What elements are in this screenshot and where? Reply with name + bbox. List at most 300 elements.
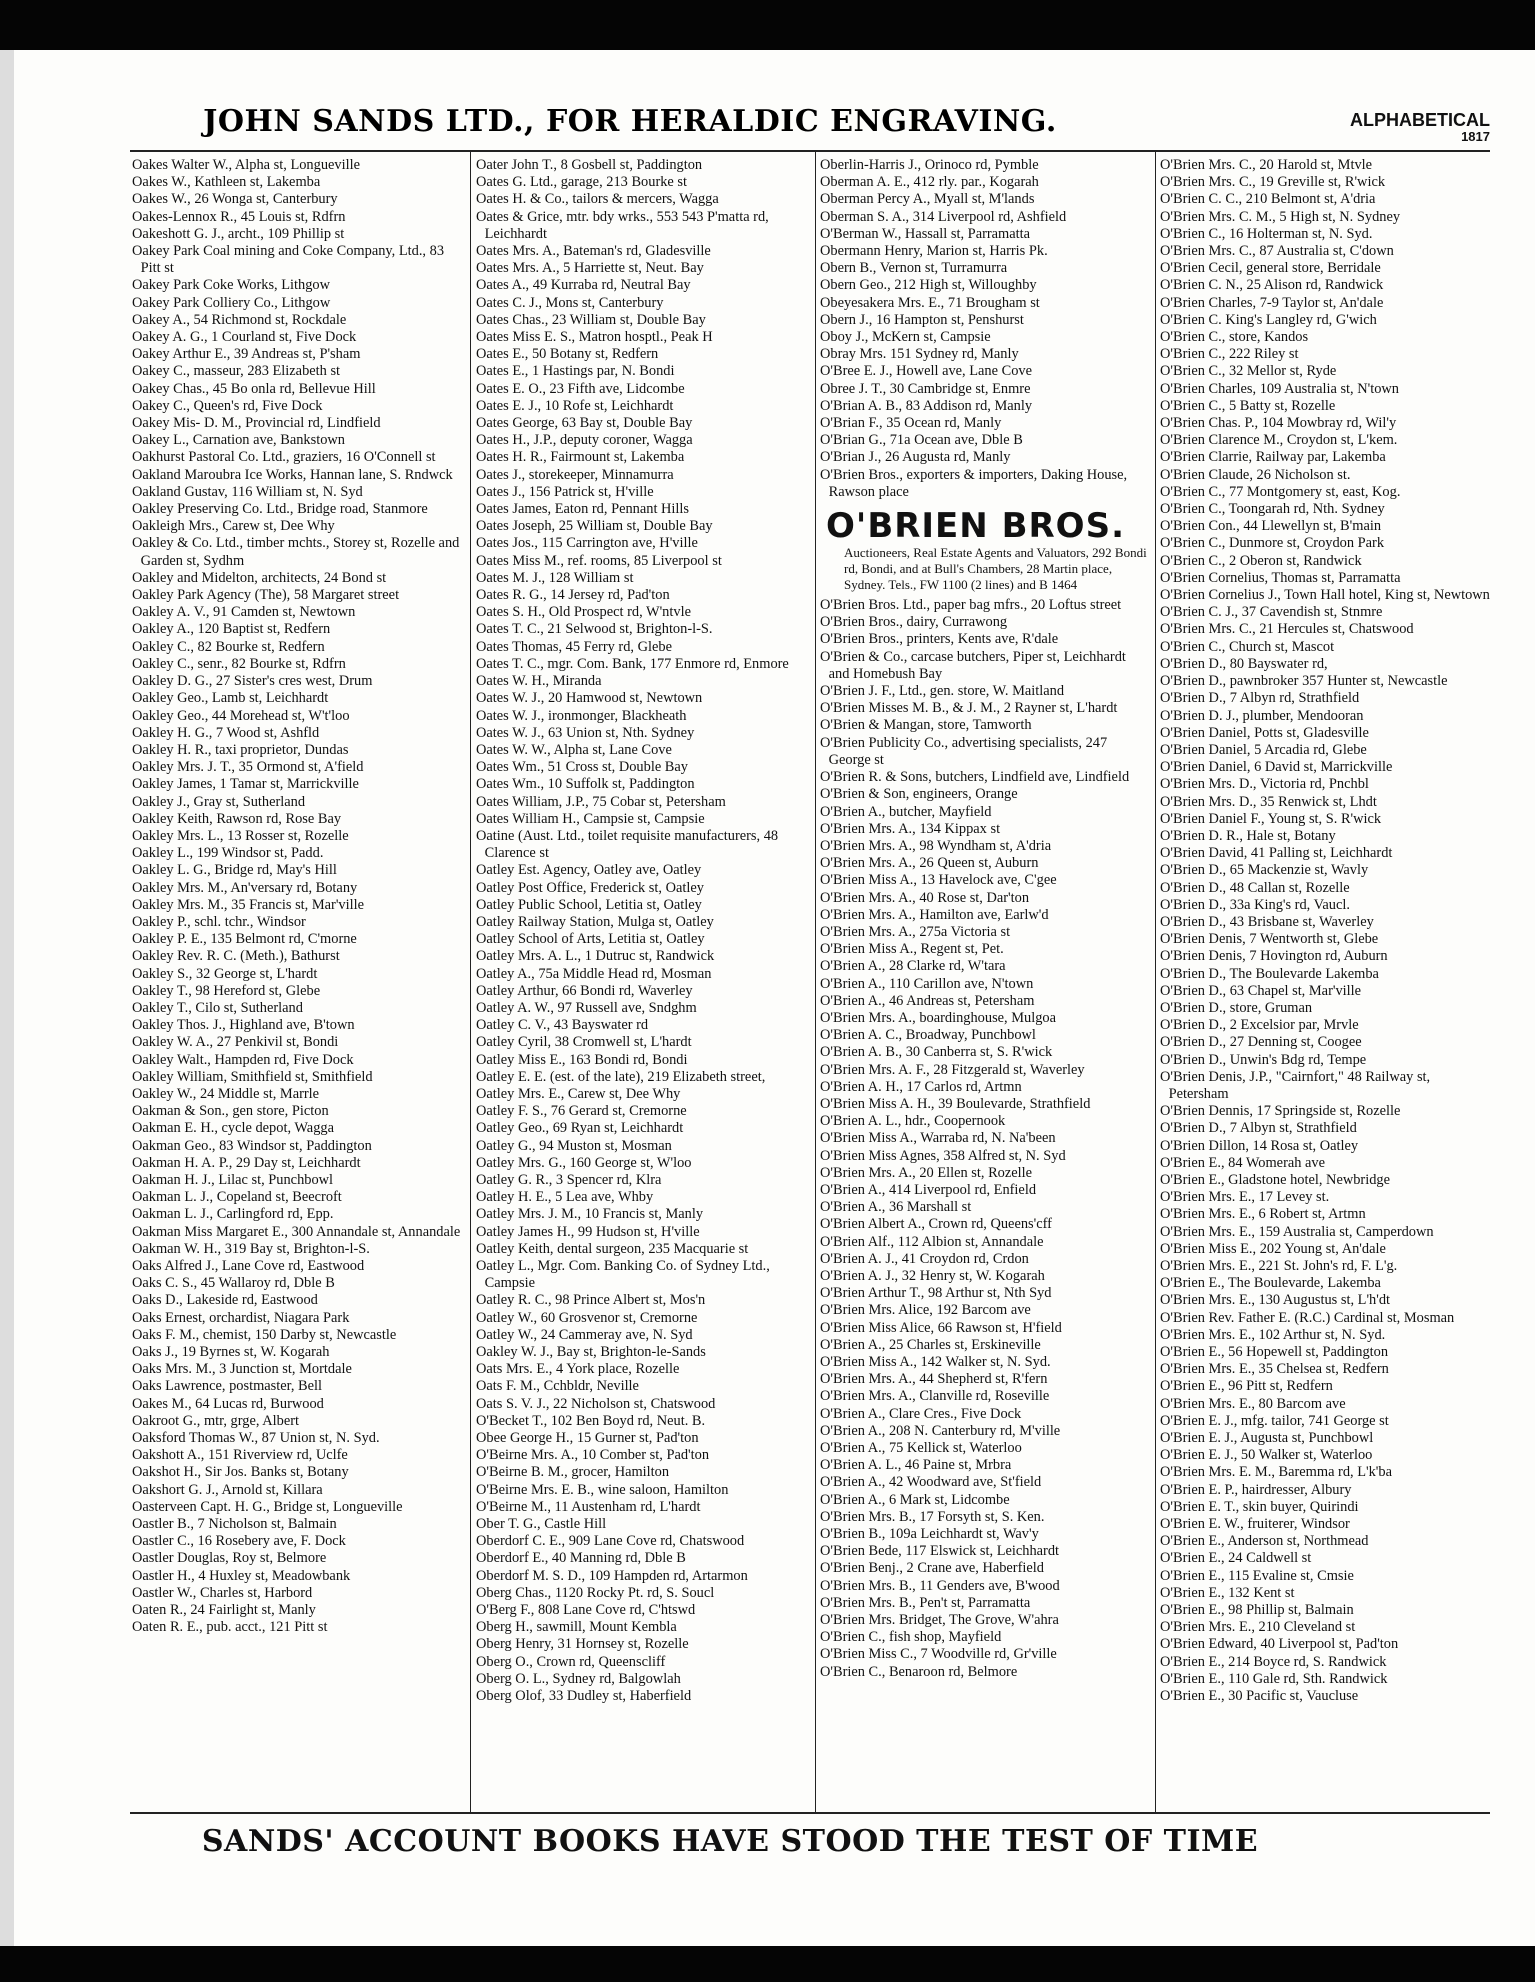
directory-entry: O'Brien Miss A., Warraba rd, N. Na'been [820, 1130, 1056, 1147]
directory-entry: Oatley Mrs. J. M., 10 Francis st, Manly [476, 1206, 704, 1223]
directory-entry: O'Brien C. King's Langley rd, G'wich [1160, 311, 1377, 328]
directory-entry: O'Brien Mrs. E., 80 Barcom ave [1160, 1395, 1346, 1412]
directory-entry: O'Brien Bros., exporters & importers, Daking House, Rawson place [820, 466, 1128, 500]
directory-entry: Oats Mrs. E., 4 York place, Rozelle [476, 1361, 680, 1378]
directory-entry: O'Brien C., 222 Riley st [1160, 346, 1299, 363]
directory-entry: Obray Mrs. 151 Sydney rd, Manly [820, 346, 1019, 363]
directory-entry: O'Brien C., fish shop, Mayfield [820, 1629, 1002, 1646]
directory-entry: O'Brien Mrs. E., 35 Chelsea st, Redfern [1160, 1361, 1389, 1378]
directory-entry: O'Brien Mrs. A., 275a Victoria st [820, 923, 1011, 940]
directory-entry: Oakley H. G., 7 Wood st, Ashfld [132, 724, 320, 741]
directory-entry: Oakley Mrs. J. T., 35 Ormond st, A'field [132, 759, 364, 776]
directory-entry: O'Brien Arthur T., 98 Arthur st, Nth Syd [820, 1285, 1052, 1302]
directory-entry: O'Brien Mrs. C. M., 5 High st, N. Sydney [1160, 208, 1401, 225]
directory-entry: Oates H. R., Fairmount st, Lakemba [476, 449, 685, 466]
directory-entry: O'Brien Dillon, 14 Rosa st, Oatley [1160, 1137, 1359, 1154]
directory-entry: Oatley W., 60 Grosvenor st, Cremorne [476, 1309, 698, 1326]
directory-entry: O'Brien Daniel, Potts st, Gladesville [1160, 724, 1369, 741]
page-header-title: JOHN SANDS LTD., FOR HERALDIC ENGRAVING. [203, 104, 1057, 139]
directory-entry: O'Brien E., 24 Caldwell st [1160, 1550, 1312, 1567]
directory-entry: Oates M. J., 128 William st [476, 569, 634, 586]
directory-entry: Oakley Rev. R. C. (Meth.), Bathurst [132, 948, 340, 965]
directory-entry: Oberg Olof, 33 Dudley st, Haberfield [476, 1688, 692, 1705]
directory-entry: O'Brien C. C., 210 Belmont st, A'dria [1160, 191, 1376, 208]
directory-entry: Oakes-Lennox R., 45 Louis st, Rdfrn [132, 208, 346, 225]
directory-entry: Oastler C., 16 Rosebery ave, F. Dock [132, 1533, 346, 1550]
directory-column-1 [132, 157, 464, 1636]
directory-entry: O'Brien A., 28 Clarke rd, W'tara [820, 958, 1006, 975]
directory-entry: O'Brien Mrs. A., 98 Wyndham st, A'dria [820, 837, 1052, 854]
directory-entry: O'Brian J., 26 Augusta rd, Manly [820, 449, 1011, 466]
directory-entry: O'Brien C., 32 Mellor st, Ryde [1160, 363, 1337, 380]
directory-entry: Oberdorf E., 40 Manning rd, Dble B [476, 1550, 686, 1567]
directory-entry: O'Brien Miss A., Regent st, Pet. [820, 941, 1004, 958]
directory-entry: Oates W. J., 63 Union st, Nth. Sydney [476, 724, 695, 741]
directory-entry: O'Brien D., 43 Brisbane st, Waverley [1160, 913, 1374, 930]
directory-entry: Oatley G. R., 3 Spencer rd, Klra [476, 1171, 662, 1188]
directory-entry: Oaks Lawrence, postmaster, Bell [132, 1378, 323, 1395]
directory-entry: Oakley James, 1 Tamar st, Marrickville [132, 776, 359, 793]
directory-entry: O'Brien E., 96 Pitt st, Redfern [1160, 1378, 1333, 1395]
directory-entry: Oates R. G., 14 Jersey rd, Pad'ton [476, 587, 670, 604]
directory-entry: Oates J., 156 Patrick st, H'ville [476, 483, 654, 500]
directory-entry: O'Brien Mrs. A., Hamilton ave, Earlw'd [820, 906, 1049, 923]
directory-entry: O'Brien Mrs. A., 26 Queen st, Auburn [820, 855, 1039, 872]
directory-entry: O'Brien E., 98 Phillip st, Balmain [1160, 1602, 1354, 1619]
directory-entry: Oates Mrs. A., 5 Harriette st, Neut. Bay [476, 260, 704, 277]
directory-entry: Oakman H. A. P., 29 Day st, Leichhardt [132, 1154, 361, 1171]
directory-entry: O'Brien Mrs. C., 87 Australia st, C'down [1160, 243, 1394, 260]
directory-entry: Oberg O. L., Sydney rd, Balgowlah [476, 1670, 681, 1687]
directory-entry: O'Brien C., store, Kandos [1160, 329, 1309, 346]
directory-entry: Oatley Geo., 69 Ryan st, Leichhardt [476, 1120, 684, 1137]
directory-entry: O'Brien Mrs. Alice, 192 Barcom ave [820, 1302, 1031, 1319]
directory-entry: O'Brien D., 33a King's rd, Vaucl. [1160, 896, 1350, 913]
directory-entry: Oates E. J., 10 Rofe st, Leichhardt [476, 397, 674, 414]
directory-entry: O'Brien Mrs. A. F., 28 Fitzgerald st, Waverley [820, 1061, 1085, 1078]
directory-entry: Oberman A. E., 412 rly. par., Kogarah [820, 174, 1039, 191]
directory-entry: Oakey A. G., 1 Courland st, Five Dock [132, 329, 357, 346]
directory-entry: O'Brien E., Gladstone hotel, Newbridge [1160, 1171, 1390, 1188]
directory-entry: O'Brien Bede, 117 Elswick st, Leichhardt [820, 1543, 1060, 1560]
column-divider-1 [470, 152, 471, 1812]
directory-entry: Oakley W. J., Bay st, Brighton-le-Sands [476, 1344, 706, 1361]
directory-entry: O'Brien Miss C., 7 Woodville rd, Gr'ville [820, 1646, 1057, 1663]
directory-entry: Oakshort G. J., Arnold st, Killara [132, 1481, 323, 1498]
directory-entry: Oakman Geo., 83 Windsor st, Paddington [132, 1137, 372, 1154]
directory-entry: Oaks Mrs. M., 3 Junction st, Mortdale [132, 1361, 352, 1378]
directory-entry: O'Brien A., butcher, Mayfield [820, 803, 992, 820]
directory-entry: O'Brien Mrs. B., 17 Forsyth st, S. Ken. [820, 1508, 1045, 1525]
directory-entry: O'Brien Miss A. H., 39 Boulevarde, Strathfield [820, 1095, 1091, 1112]
directory-entry: O'Brien Mrs. C., 19 Greville st, R'wick [1160, 174, 1386, 191]
directory-entry: O'Brien Chas. P., 104 Mowbray rd, Wil'y [1160, 415, 1397, 432]
directory-entry: Oatley Arthur, 66 Bondi rd, Waverley [476, 982, 693, 999]
directory-entry: Oakley William, Smithfield st, Smithfield [132, 1068, 373, 1085]
directory-entry: O'Brien E. J., 50 Walker st, Waterloo [1160, 1447, 1373, 1464]
directory-entry: Oakes W., 26 Wonga st, Canterbury [132, 191, 338, 208]
directory-entry: O'Brien A. B., 30 Canberra st, S. R'wick [820, 1044, 1053, 1061]
directory-entry: O'Brien Mrs. E., 130 Augustus st, L'h'dt [1160, 1292, 1391, 1309]
directory-entry: Oats F. M., Cchbldr, Neville [476, 1378, 639, 1395]
directory-entry: Oakman W. H., 319 Bay st, Brighton-l-S. [132, 1240, 370, 1257]
directory-entry: O'Brien E., 30 Pacific st, Vaucluse [1160, 1688, 1359, 1705]
directory-entry: O'Brien B., 109a Leichhardt st, Wav'y [820, 1526, 1039, 1543]
directory-entry: Oakley Park Agency (The), 58 Margaret street [132, 587, 400, 604]
directory-entry: Oatley Railway Station, Mulga st, Oatley [476, 913, 714, 930]
directory-entry: Oates W. H., Miranda [476, 673, 602, 690]
directory-entry: Oakley C., 82 Bourke st, Redfern [132, 638, 325, 655]
directory-entry: O'Brien A. J., 41 Croydon rd, Crdon [820, 1250, 1029, 1267]
directory-entry: O'Brien Bros., printers, Kents ave, R'dale [820, 631, 1059, 648]
directory-entry: O'Brien Miss Alice, 66 Rawson st, H'field [820, 1319, 1062, 1336]
obrien-bros-advertisement [826, 507, 1150, 593]
directory-entry: O'Brien Mrs. A., 134 Kippax st [820, 820, 1001, 837]
directory-entry: O'Becket T., 102 Ben Boyd rd, Neut. B. [476, 1412, 706, 1429]
directory-entry: Oates Jos., 115 Carrington ave, H'ville [476, 535, 698, 552]
directory-entry: O'Brien A. J., 32 Henry st, W. Kogarah [820, 1267, 1045, 1284]
directory-entry: O'Brian F., 35 Ocean rd, Manly [820, 415, 1002, 432]
directory-entry: Oaks F. M., chemist, 150 Darby st, Newcastle [132, 1326, 397, 1343]
directory-entry: Oastler B., 7 Nicholson st, Balmain [132, 1516, 337, 1533]
directory-entry: O'Brien A. L., 46 Paine st, Mrbra [820, 1457, 1012, 1474]
directory-entry: O'Brien Charles, 7-9 Taylor st, An'dale [1160, 294, 1384, 311]
directory-entry: Oakley Mrs. M., An'versary rd, Botany [132, 879, 358, 896]
directory-entry: O'Brien Con., 44 Llewellyn st, B'main [1160, 518, 1382, 535]
directory-entry: O'Brien D., 63 Chapel st, Mar'ville [1160, 982, 1362, 999]
directory-entry: O'Brien C., Church st, Mascot [1160, 638, 1335, 655]
directory-entry: O'Brien D. J., plumber, Mendooran [1160, 707, 1364, 724]
directory-entry: Oakroot G., mtr, grge, Albert [132, 1412, 300, 1429]
directory-entry: Oastler H., 4 Huxley st, Meadowbank [132, 1567, 351, 1584]
directory-entry: O'Brien Albert A., Crown rd, Queens'cff [820, 1216, 1052, 1233]
directory-entry: Ober T. G., Castle Hill [476, 1516, 607, 1533]
scan-top-border [0, 0, 1535, 50]
directory-entry: Oatley E. E. (est. of the late), 219 Elizabeth street, [476, 1068, 766, 1085]
directory-entry: O'Brien Miss A., 13 Havelock ave, C'gee [820, 872, 1057, 889]
directory-entry: Oakhurst Pastoral Co. Ltd., graziers, 16 O'Connell st [132, 449, 436, 466]
directory-entry: O'Brien D., 65 Mackenzie st, Wavly [1160, 862, 1369, 879]
directory-entry: O'Brien E., 110 Gale rd, Sth. Randwick [1160, 1670, 1388, 1687]
directory-entry: O'Brien D., 2 Excelsior par, Mrvle [1160, 1017, 1359, 1034]
directory-entry: O'Brien D., pawnbroker 357 Hunter st, Newcastle [1160, 673, 1448, 690]
directory-entry: O'Brien C., Toongarah rd, Nth. Sydney [1160, 501, 1385, 518]
directory-entry: O'Brien E. J., Augusta st, Punchbowl [1160, 1430, 1374, 1447]
directory-entry: Oberman S. A., 314 Liverpool rd, Ashfield [820, 208, 1067, 225]
directory-entry: Oberg H., sawmill, Mount Kembla [476, 1619, 677, 1636]
directory-entry: O'Brien & Mangan, store, Tamworth [820, 717, 1032, 734]
directory-entry: Oats S. V. J., 22 Nicholson st, Chatswood [476, 1395, 716, 1412]
directory-entry: Oakley P., schl. tchr., Windsor [132, 913, 306, 930]
directory-entry: Oakes Walter W., Alpha st, Longueville [132, 157, 360, 173]
directory-entry: Oates H. & Co., tailors & mercers, Wagga [476, 191, 719, 208]
directory-entry: O'Brien & Son, engineers, Orange [820, 786, 1018, 803]
directory-entry: Oates H., J.P., deputy coroner, Wagga [476, 432, 693, 449]
directory-entry: Oakleigh Mrs., Carew st, Dee Why [132, 518, 335, 535]
directory-entry: Oates Chas., 23 William st, Double Bay [476, 311, 706, 328]
directory-entry: O'Brien Cornelius, Thomas st, Parramatta [1160, 569, 1401, 586]
directory-entry: Oakman Miss Margaret E., 300 Annandale st, Annandale [132, 1223, 461, 1240]
directory-entry: Oakley Walt., Hampden rd, Five Dock [132, 1051, 354, 1068]
directory-entry: O'Brien D. R., Hale st, Botany [1160, 827, 1336, 844]
directory-entry: Oates T. C., mgr. Com. Bank, 177 Enmore rd, Enmore [476, 655, 789, 672]
directory-entry: Oberg Henry, 31 Hornsey st, Rozelle [476, 1636, 689, 1653]
directory-entry: O'Brien Mrs. A., 20 Ellen st, Rozelle [820, 1164, 1033, 1181]
directory-entry: O'Brien C., Benaroon rd, Belmore [820, 1663, 1018, 1680]
directory-entry: Oakley T., Cilo st, Sutherland [132, 999, 303, 1016]
directory-entry: O'Brien J. F., Ltd., gen. store, W. Maitland [820, 683, 1065, 700]
directory-entry: Oatley Cyril, 38 Cromwell st, L'hardt [476, 1034, 692, 1051]
directory-entry: O'Brien Mrs. A., boardinghouse, Mulgoa [820, 1009, 1057, 1026]
column-divider-3 [1155, 152, 1156, 1812]
directory-entry: Oatley A. W., 97 Russell ave, Sndghm [476, 999, 697, 1016]
directory-entry: Oatley Post Office, Frederick st, Oatley [476, 879, 704, 896]
directory-entry: Oaksford Thomas W., 87 Union st, N. Syd. [132, 1430, 380, 1447]
directory-entry: Oates S. H., Old Prospect rd, W'ntvle [476, 604, 691, 621]
section-label: ALPHABETICAL [1350, 110, 1490, 130]
directory-entry: Oates E., 50 Botany st, Redfern [476, 346, 659, 363]
footer-rule [130, 1812, 1490, 1814]
directory-entry: Oakey C., masseur, 283 Elizabeth st [132, 363, 341, 380]
directory-entry: O'Brian G., 71a Ocean ave, Dble B [820, 432, 1023, 449]
directory-entry: Oberlin-Harris J., Orinoco rd, Pymble [820, 157, 1039, 173]
directory-entry: O'Brien D., 7 Albyn st, Strathfield [1160, 1120, 1357, 1137]
directory-entry: O'Bree E. J., Howell ave, Lane Cove [820, 363, 1032, 380]
directory-entry: O'Brien A., Clare Cres., Five Dock [820, 1405, 1022, 1422]
directory-entry: O'Brien Miss A., 142 Walker st, N. Syd. [820, 1354, 1051, 1370]
directory-entry: O'Brien Mrs. C., 20 Harold st, Mtvle [1160, 157, 1373, 173]
directory-entry: Oates E., 1 Hastings par, N. Bondi [476, 363, 675, 380]
page-number: 1817 [1461, 129, 1490, 144]
directory-entry: Oakshot H., Sir Jos. Banks st, Botany [132, 1464, 349, 1481]
directory-entry: Oates James, Eaton rd, Pennant Hills [476, 501, 690, 518]
directory-entry: Oakman & Son., gen store, Picton [132, 1103, 329, 1120]
directory-entry: O'Brien E. W., fruiterer, Windsor [1160, 1516, 1350, 1533]
directory-entry: Oakey Park Coke Works, Lithgow [132, 277, 331, 294]
directory-entry: O'Brien E., Anderson st, Northmead [1160, 1533, 1369, 1550]
directory-column-3 [820, 157, 1150, 1681]
directory-entry: Oakey A., 54 Richmond st, Rockdale [132, 311, 347, 328]
directory-entry: Obermann Henry, Marion st, Harris Pk. [820, 243, 1048, 260]
directory-entry: O'Beirne B. M., grocer, Hamilton [476, 1464, 670, 1481]
directory-entry: Oakley Preserving Co. Ltd., Bridge road, Stanmore [132, 501, 428, 518]
directory-entry: O'Brien D., 7 Albyn rd, Strathfield [1160, 690, 1360, 707]
directory-entry: O'Brien Rev. Father E. (R.C.) Cardinal st, Mosman [1160, 1309, 1455, 1326]
directory-entry: O'Brien E., 115 Evaline st, Cmsie [1160, 1567, 1354, 1584]
directory-entry: Oakes M., 64 Lucas rd, Burwood [132, 1395, 324, 1412]
directory-entry: Oatley H. E., 5 Lea ave, Whby [476, 1189, 654, 1206]
directory-entry: Oates C. J., Mons st, Canterbury [476, 294, 664, 311]
directory-entry: Oakman E. H., cycle depot, Wagga [132, 1120, 334, 1137]
directory-entry: O'Brien Miss Agnes, 358 Alfred st, N. Syd [820, 1147, 1066, 1164]
directory-entry: Oakley P. E., 135 Belmont rd, C'morne [132, 931, 357, 948]
directory-entry: Oastler W., Charles st, Harbord [132, 1584, 313, 1601]
directory-entry: O'Brien David, 41 Palling st, Leichhardt [1160, 845, 1393, 862]
scan-bottom-border [0, 1946, 1535, 1982]
directory-entry: Oates Wm., 10 Suffolk st, Paddington [476, 776, 695, 793]
directory-entry: O'Brien Alf., 112 Albion st, Annandale [820, 1233, 1044, 1250]
directory-entry: O'Brien Bros., dairy, Currawong [820, 614, 1008, 631]
advertisement-body: Auctioneers, Real Estate Agents and Valuators, 292 Bondi rd, Bondi, and at Bull's Chambers, 28 Martin place, Sydney. Tels., FW 1100 (2 lines) and B 1464 [844, 545, 1147, 593]
directory-entry: O'Brien Cecil, general store, Berridale [1160, 260, 1381, 277]
directory-entry: O'Brien E., 56 Hopewell st, Paddington [1160, 1344, 1389, 1361]
directory-entry: Oaks Alfred J., Lane Cove rd, Eastwood [132, 1258, 365, 1274]
directory-entry: O'Brien A., 110 Carillon ave, N'town [820, 975, 1034, 992]
directory-entry: Oastler Douglas, Roy st, Belmore [132, 1550, 327, 1567]
directory-entry: O'Brien C., 2 Oberon st, Randwick [1160, 552, 1362, 569]
directory-entry: O'Brien A., 42 Woodward ave, St'field [820, 1474, 1042, 1491]
directory-entry: O'Brien Clarence M., Croydon st, L'kem. [1160, 432, 1398, 449]
directory-entry: Oakley C., senr., 82 Bourke st, Rdfrn [132, 655, 346, 672]
directory-entry: Oakey Mis- D. M., Provincial rd, Lindfield [132, 415, 381, 432]
directory-entry: Oates J., storekeeper, Minnamurra [476, 466, 674, 483]
directory-entry: Oatley R. C., 98 Prince Albert st, Mos'n [476, 1292, 706, 1309]
directory-entry: O'Brien Misses M. B., & J. M., 2 Rayner st, L'hardt [820, 700, 1118, 717]
column-3-entries-bottom [820, 597, 1150, 1681]
directory-entry: Oakley Mrs. L., 13 Rosser st, Rozelle [132, 827, 349, 844]
directory-entry: Oatley Est. Agency, Oatley ave, Oatley [476, 862, 702, 879]
directory-entry: O'Brien Miss E., 202 Young st, An'dale [1160, 1240, 1386, 1257]
directory-entry: Oaten R., 24 Fairlight st, Manly [132, 1602, 316, 1619]
directory-entry: Oakley T., 98 Hereford st, Glebe [132, 982, 321, 999]
directory-entry: O'Brien Cornelius J., Town Hall hotel, King st, Newtown [1160, 587, 1490, 604]
directory-entry: O'Brien Daniel F., Young st, S. R'wick [1160, 810, 1382, 827]
directory-entry: O'Brien A. C., Broadway, Punchbowl [820, 1027, 1036, 1044]
directory-entry: O'Brien Mrs. E., 221 St. John's rd, F. L'g. [1160, 1258, 1398, 1274]
directory-entry: Oaks Ernest, orchardist, Niagara Park [132, 1309, 350, 1326]
directory-entry: Obee George H., 15 Gurner st, Pad'ton [476, 1430, 699, 1447]
directory-entry: Oakman H. J., Lilac st, Punchbowl [132, 1171, 334, 1188]
directory-entry: O'Brien D., The Boulevarde Lakemba [1160, 965, 1379, 982]
directory-entry: Oatine (Aust. Ltd., toilet requisite manufacturers, 48 Clarence st [476, 827, 779, 862]
page-left-edge [0, 0, 14, 1982]
directory-entry: O'Brien D., 48 Callan st, Rozelle [1160, 879, 1350, 896]
directory-entry: Oakley A., 120 Baptist st, Redfern [132, 621, 331, 638]
directory-entry: O'Brien Publicity Co., advertising specialists, 247 George st [820, 734, 1108, 768]
directory-entry: O'Brien R. & Sons, butchers, Lindfield ave, Lindfield [820, 769, 1130, 786]
directory-entry: O'Berman W., Hassall st, Parramatta [820, 225, 1031, 242]
directory-entry: Oakley L. G., Bridge rd, May's Hill [132, 862, 337, 879]
directory-entry: Oakley Keith, Rawson rd, Rose Bay [132, 810, 342, 827]
directory-entry: Oaks J., 19 Byrnes st, W. Kogarah [132, 1344, 330, 1361]
directory-entry: Oates Miss E. S., Matron hosptl., Peak H [476, 329, 713, 346]
directory-entry: Oakman L. J., Copeland st, Beecroft [132, 1189, 342, 1206]
directory-entry: Oakey Park Coal mining and Coke Company, Ltd., 83 Pitt st [132, 243, 445, 277]
directory-entry: O'Brien Mrs. D., 35 Renwick st, Lhdt [1160, 793, 1377, 810]
directory-entry: Oates Miss M., ref. rooms, 85 Liverpool st [476, 552, 722, 569]
directory-entry: O'Brien Mrs. E., 6 Robert st, Artmn [1160, 1206, 1366, 1223]
directory-entry: Oboy J., McKern st, Campsie [820, 329, 991, 346]
directory-entry: O'Berg F., 808 Lane Cove rd, C'htswd [476, 1602, 696, 1619]
directory-entry: O'Brien C., 5 Batty st, Rozelle [1160, 397, 1336, 414]
directory-entry: Oatley Public School, Letitia st, Oatley [476, 896, 702, 913]
directory-entry: O'Brien Denis, 7 Wentworth st, Glebe [1160, 931, 1379, 948]
directory-entry: Obeyesakera Mrs. E., 71 Brougham st [820, 294, 1040, 311]
directory-entry: Oatley W., 24 Cammeray ave, N. Syd [476, 1326, 693, 1343]
directory-entry: O'Brien Mrs. B., Pen't st, Parramatta [820, 1594, 1031, 1611]
directory-entry: Oaten R. E., pub. acct., 121 Pitt st [132, 1619, 328, 1636]
directory-entry: Oatley James H., 99 Hudson st, H'ville [476, 1223, 700, 1240]
directory-entry: Oakey Arthur E., 39 Andreas st, P'sham [132, 346, 361, 363]
directory-entry: O'Brien E., The Boulevarde, Lakemba [1160, 1275, 1381, 1292]
directory-entry: Oakley Geo., Lamb st, Leichhardt [132, 690, 329, 707]
directory-entry: O'Brien Daniel, 6 David st, Marrickville [1160, 759, 1393, 776]
directory-entry: Oakley H. R., taxi proprietor, Dundas [132, 741, 349, 758]
directory-entry: Oakman L. J., Carlingford rd, Epp. [132, 1206, 334, 1223]
directory-entry: O'Brian A. B., 83 Addison rd, Manly [820, 397, 1033, 414]
directory-entry: Oberdorf M. S. D., 109 Hampden rd, Artarmon [476, 1567, 748, 1584]
directory-entry: O'Brien D., 80 Bayswater rd, [1160, 655, 1328, 672]
directory-entry: Oaks D., Lakeside rd, Eastwood [132, 1292, 318, 1309]
directory-entry: Oakland Gustav, 116 William st, N. Syd [132, 483, 363, 500]
directory-entry: O'Brien Daniel, 5 Arcadia rd, Glebe [1160, 741, 1367, 758]
directory-entry: O'Brien Mrs. A., Clanville rd, Roseville [820, 1388, 1050, 1405]
directory-entry: O'Brien E. T., skin buyer, Quirindi [1160, 1498, 1359, 1515]
directory-column-2 [476, 157, 810, 1705]
directory-entry: O'Brien Mrs. E., 17 Levey st. [1160, 1189, 1330, 1206]
directory-entry: O'Beirne Mrs. E. B., wine saloon, Hamilton [476, 1481, 729, 1498]
directory-entry: O'Brien E., 84 Womerah ave [1160, 1154, 1326, 1171]
directory-entry: O'Brien Edward, 40 Liverpool st, Pad'ton [1160, 1636, 1399, 1653]
directory-entry: O'Brien Mrs. E., 159 Australia st, Camperdown [1160, 1223, 1434, 1240]
directory-entry: O'Brien Clarrie, Railway par, Lakemba [1160, 449, 1386, 466]
directory-entry: Oakley J., Gray st, Sutherland [132, 793, 306, 810]
directory-entry: O'Brien E. P., hairdresser, Albury [1160, 1481, 1352, 1498]
directory-entry: O'Brien A., 6 Mark st, Lidcombe [820, 1491, 1010, 1508]
directory-entry: O'Brien Mrs. A., 44 Shepherd st, R'fern [820, 1371, 1048, 1388]
directory-entry: Oatley Miss E., 163 Bondi rd, Bondi [476, 1051, 688, 1068]
directory-entry: O'Brien A., 208 N. Canterbury rd, M'ville [820, 1422, 1061, 1439]
directory-entry: Oatley G., 94 Muston st, Mosman [476, 1137, 672, 1154]
directory-entry: O'Brien Mrs. E. M., Baremma rd, L'k'ba [1160, 1464, 1392, 1481]
directory-entry: O'Brien Dennis, 17 Springside st, Rozelle [1160, 1103, 1401, 1120]
directory-column-4 [1160, 157, 1492, 1705]
directory-entry: O'Brien D., store, Gruman [1160, 999, 1313, 1016]
directory-entry: Oaks C. S., 45 Wallaroy rd, Dble B [132, 1275, 335, 1292]
directory-entry: Oakley Mrs. M., 35 Francis st, Mar'ville [132, 896, 365, 913]
directory-entry: O'Brien Mrs. D., Victoria rd, Pnchbl [1160, 776, 1369, 793]
directory-entry: O'Brien A., 46 Andreas st, Petersham [820, 992, 1035, 1009]
directory-entry: Oakey L., Carnation ave, Bankstown [132, 432, 346, 449]
directory-entry: O'Brien D., Unwin's Bdg rd, Tempe [1160, 1051, 1367, 1068]
directory-entry: Oates W. J., ironmonger, Blackheath [476, 707, 687, 724]
directory-entry: Oasterveen Capt. H. G., Bridge st, Longueville [132, 1498, 403, 1515]
directory-entry: Oates Mrs. A., Bateman's rd, Gladesville [476, 243, 711, 260]
directory-entry: O'Brien Bros. Ltd., paper bag mfrs., 20 Loftus street [820, 597, 1122, 614]
directory-entry: O'Brien A., 36 Marshall st [820, 1199, 972, 1216]
directory-entry: Oates W. W., Alpha st, Lane Cove [476, 741, 672, 758]
directory-entry: Oakley D. G., 27 Sister's cres west, Drum [132, 673, 373, 690]
directory-entry: O'Beirne M., 11 Austenham rd, L'hardt [476, 1498, 701, 1515]
directory-entry: O'Brien Mrs. E., 210 Cleveland st [1160, 1619, 1356, 1636]
directory-entry: Oakley Geo., 44 Morehead st, W't'loo [132, 707, 350, 724]
directory-entry: Oates W. J., 20 Hamwood st, Newtown [476, 690, 703, 707]
directory-entry: Obern J., 16 Hampton st, Penshurst [820, 311, 1024, 328]
directory-entry: Oakeshott G. J., archt., 109 Phillip st [132, 225, 345, 242]
directory-entry: O'Brien C. J., 37 Cavendish st, Stnmre [1160, 604, 1383, 621]
directory-entry: O'Brien A., 25 Charles st, Erskineville [820, 1336, 1041, 1353]
directory-entry: Oakley L., 199 Windsor st, Padd. [132, 845, 324, 862]
directory-entry: O'Brien E., 214 Boyce rd, S. Randwick [1160, 1653, 1387, 1670]
directory-entry: O'Brien D., 27 Denning st, Coogee [1160, 1034, 1362, 1051]
directory-entry: Oates William H., Campsie st, Campsie [476, 810, 705, 827]
directory-entry: O'Brien Mrs. E., 102 Arthur st, N. Syd. [1160, 1326, 1386, 1343]
directory-entry: Oakshott A., 151 Riverview rd, Uclfe [132, 1447, 348, 1464]
directory-entry: Oberg O., Crown rd, Queenscliff [476, 1653, 666, 1670]
directory-entry: O'Brien Benj., 2 Crane ave, Haberfield [820, 1560, 1044, 1577]
page-header-section [1300, 110, 1490, 144]
directory-entry: Oatley Mrs. G., 160 George st, W'loo [476, 1154, 692, 1171]
